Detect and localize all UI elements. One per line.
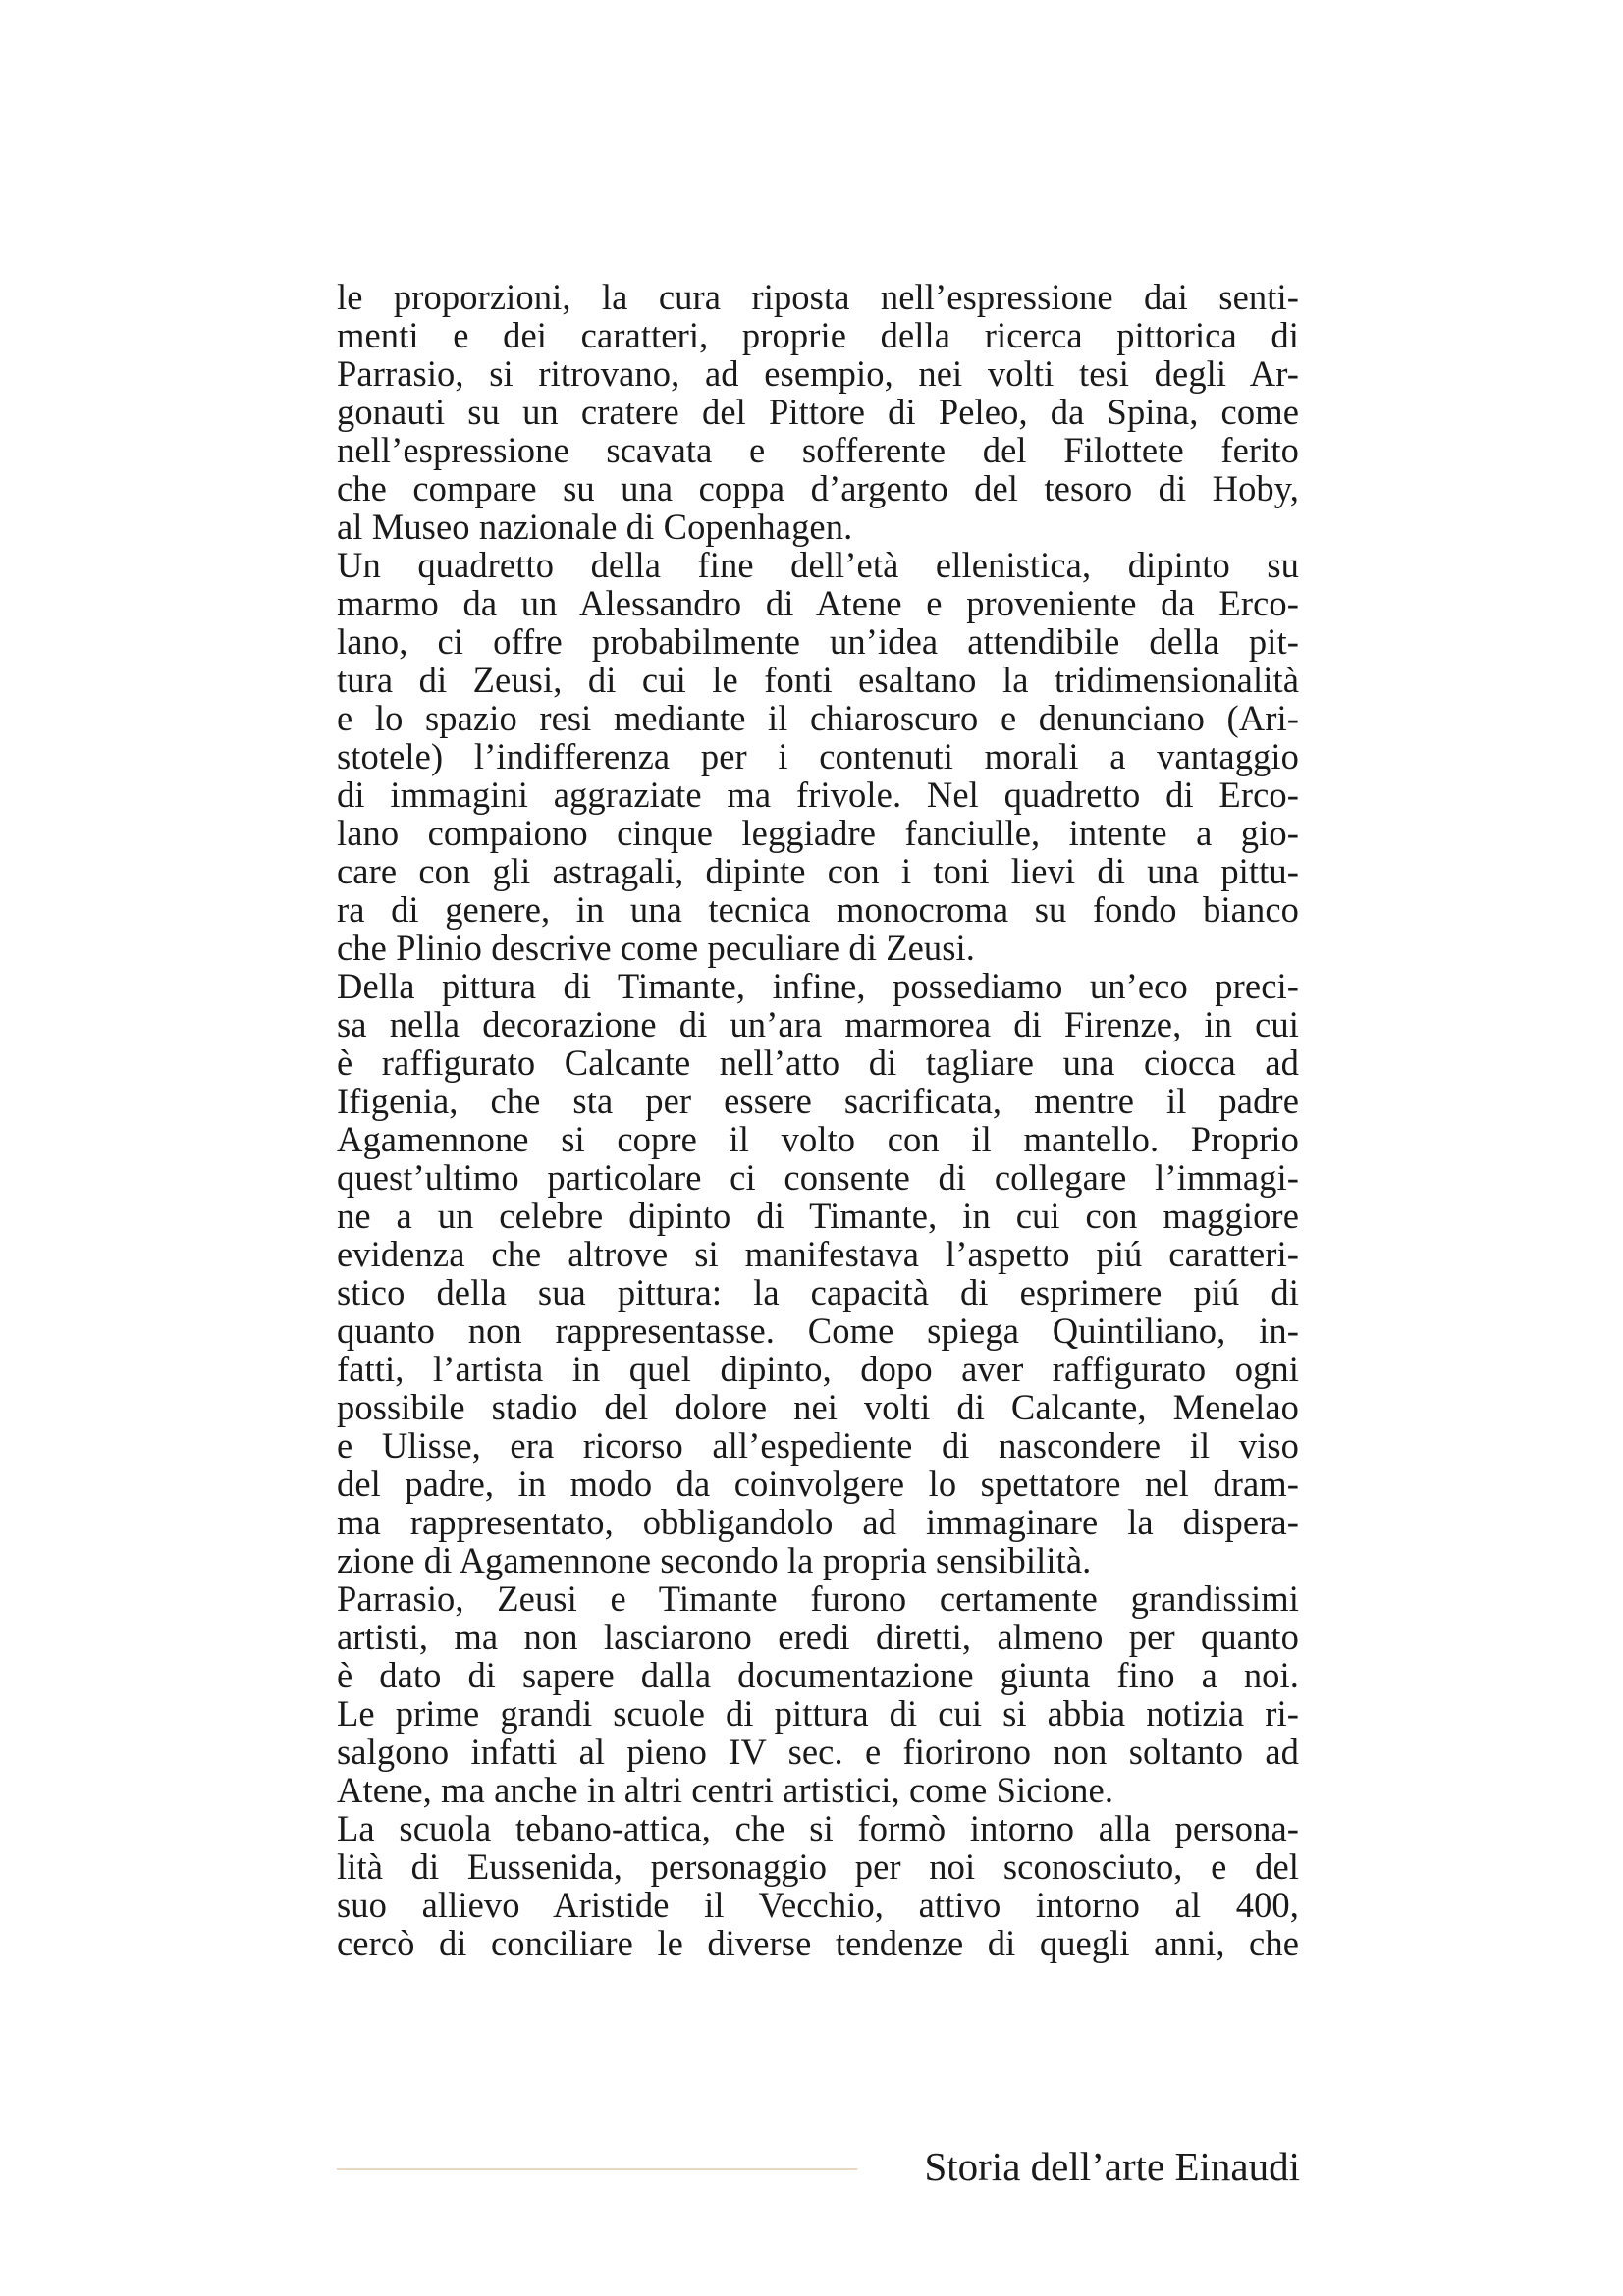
text-line: lano, ci offre probabilmente un’idea attendibile della pit- (337, 621, 1299, 662)
body-text (337, 278, 1299, 1962)
text-line: Un quadretto della fine dell’età ellenistica, dipinto su (337, 545, 1299, 585)
text-line: di immagini aggraziate ma frivole. Nel quadretto di Erco- (337, 774, 1299, 815)
text-line: gonauti su un cratere del Pittore di Peleo, da Spina, come (337, 392, 1299, 432)
text-line: lano compaiono cinque leggiadre fanciulle, intente a gio- (337, 813, 1299, 853)
text-line: Agamennone si copre il volto con il mantello. Proprio (337, 1119, 1299, 1159)
text-line: marmo da un Alessandro di Atene e proveniente da Erco- (337, 583, 1299, 623)
text-line: e lo spazio resi mediante il chiaroscuro e denunciano (Ari- (337, 698, 1299, 738)
text-line: fatti, l’artista in quel dipinto, dopo aver raffigurato ogni (337, 1349, 1299, 1389)
text-line: artisti, ma non lasciarono eredi diretti, almeno per quanto (337, 1617, 1299, 1657)
text-line: stico della sua pittura: la capacità di esprimere piú di (337, 1272, 1299, 1312)
text-line: che compare su una coppa d’argento del tesoro di Hoby, (337, 468, 1299, 508)
text-line: menti e dei caratteri, proprie della ricerca pittorica di (337, 315, 1299, 355)
text-line: e Ulisse, era ricorso all’espediente di nascondere il viso (337, 1425, 1299, 1466)
footer-divider (337, 2168, 857, 2170)
text-line: è dato di sapere dalla documentazione giunta fino a noi. (337, 1655, 1299, 1695)
text-line: Parrasio, si ritrovano, ad esempio, nei volti tesi degli Ar- (337, 353, 1299, 394)
text-line: al Museo nazionale di Copenhagen. (337, 507, 853, 547)
text-line: La scuola tebano-attica, che si formò intorno alla persona- (337, 1808, 1299, 1848)
text-line: zione di Agamennone secondo la propria sensibilità. (337, 1540, 1092, 1580)
text-line: è raffigurato Calcante nell’atto di tagliare una ciocca ad (337, 1042, 1299, 1083)
text-line: stotele) l’indifferenza per i contenuti morali a vantaggio (337, 736, 1299, 776)
text-line: evidenza che altrove si manifestava l’aspetto piú caratteri- (337, 1234, 1299, 1274)
text-line: Parrasio, Zeusi e Timante furono certamente grandissimi (337, 1578, 1299, 1619)
text-line: nell’espressione scavata e sofferente del Filottete ferito (337, 430, 1299, 470)
text-line: suo allievo Aristide il Vecchio, attivo intorno al 400, (337, 1885, 1299, 1925)
text-line: possibile stadio del dolore nei volti di Calcante, Menelao (337, 1387, 1299, 1427)
text-line: ne a un celebre dipinto di Timante, in cui con maggiore (337, 1196, 1299, 1236)
text-line: ra di genere, in una tecnica monocroma su fondo bianco (337, 889, 1299, 930)
text-line: del padre, in modo da coinvolgere lo spettatore nel dram- (337, 1464, 1299, 1504)
text-line: lità di Eussenida, personaggio per noi sconosciuto, e del (337, 1846, 1299, 1887)
footer-title: Storia dell’arte Einaudi (924, 2144, 1300, 2189)
text-line: ma rappresentato, obbligandolo ad immaginare la dispera- (337, 1502, 1299, 1542)
text-line: quest’ultimo particolare ci consente di collegare l’immagi- (337, 1157, 1299, 1198)
text-line: le proporzioni, la cura riposta nell’espressione dai senti- (337, 277, 1299, 317)
text-line: Atene, ma anche in altri centri artistici, come Sicione. (337, 1770, 1114, 1810)
text-line: Le prime grandi scuole di pittura di cui si abbia notizia ri- (337, 1693, 1299, 1734)
text-line: tura di Zeusi, di cui le fonti esaltano la tridimensionalità (337, 660, 1299, 700)
text-line: Della pittura di Timante, infine, possediamo un’eco preci- (337, 966, 1299, 1006)
text-line: quanto non rappresentasse. Come spiega Quintiliano, in- (337, 1310, 1299, 1351)
text-line: cercò di conciliare le diverse tendenze di quegli anni, che (337, 1923, 1299, 1963)
text-line: sa nella decorazione di un’ara marmorea di Firenze, in cui (337, 1004, 1299, 1044)
text-line: che Plinio descrive come peculiare di Zeusi. (337, 928, 976, 968)
text-line: care con gli astragali, dipinte con i toni lievi di una pittu- (337, 851, 1299, 891)
text-line: Ifigenia, che sta per essere sacrificata, mentre il padre (337, 1081, 1299, 1121)
text-line: salgono infatti al pieno IV sec. e fiorirono non soltanto ad (337, 1732, 1299, 1772)
